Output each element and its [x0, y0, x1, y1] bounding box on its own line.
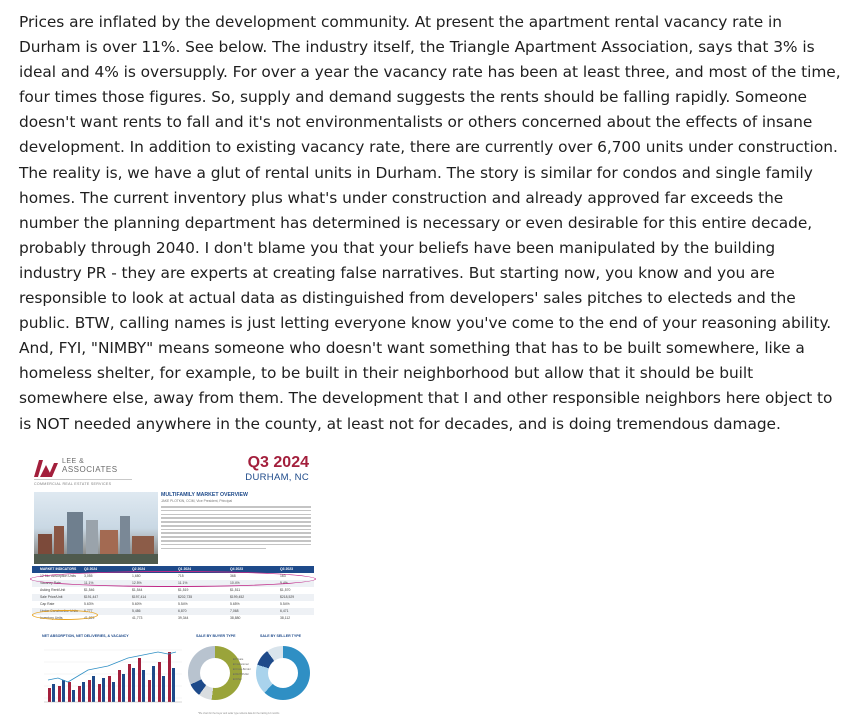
vacancy-line	[48, 652, 176, 682]
report-city: DURHAM, NC	[245, 472, 309, 483]
logo-line1: LEE &	[62, 458, 85, 465]
skyline-photo	[34, 492, 158, 564]
report-quarter: Q3 2024	[247, 454, 309, 471]
logo-subtitle: COMMERCIAL REAL ESTATE SERVICES	[34, 482, 112, 486]
seller-type-donut	[256, 646, 310, 700]
lee-associates-logo	[34, 458, 134, 492]
table-header: MARKET INDICATORS Q3 2024 Q2 2024 Q1 2024 Q4 2023 Q3 2023	[32, 566, 314, 573]
comment-text: Prices are inflated by the development community. At present the apartment rental vacancy rate in Durham is over 11%. See below. The industry itself, the Triangle Apartment Association, says that 3% is ideal and 4% is oversupply. For over a year the vacancy rate has been at least three, and most of the time, four times those figures. So, supply and demand suggests the rents should be falling rapidly. Someone doesn't want rents to fall and it's not environmentalists or others concerned about the effects of insane development. In addition to existing vacancy rate, there are currently over 6,700 units under construction. The reality is, we have a glut of rental units in Durham. The story is similar for condos and single family homes. The current inventory plus what's under construction and already approved far exceeds the number the planning department has determined is necessary or even desirable for this entire decade, probably through 2040. I don't blame you that your beliefs have been manipulated by the building industry PR - they are experts at creating false narratives. But starting now, you know and you are responsible to look at actual data as distinguished from developers' sales pitches to electeds and the public. BTW, calling names is just letting everyone know you've come to the end of your reasoning ability. And, FYI, "NIMBY" means someone who doesn't want something that has to be built somewhere, like a homeless shelter, for example, to be built in their neighborhood but allow that it should be built somewhere else, away from them. The development that I and other responsible neighbors here object to is NOT needed anywhere in the county, at least not for decades, and is doing tremendous damage.	[19, 13, 841, 433]
buyer-legend: ■ Private ■ Institutional ■ Cross-Border ■ REIT/Public ■ Other	[233, 658, 251, 681]
lee-logo-icon	[34, 460, 58, 477]
table-row: Asking Rent/Unit $1,546 $1,544 $1,519 $1,511 $1,570	[40, 588, 291, 592]
table-row: Vacancy Rate 11.1% 12.5% 11.1% 10.4% 9.4%	[32, 580, 314, 587]
table-row: Cap Rate 5.63% 5.60% 5.54% 5.65% 5.54%	[40, 602, 290, 606]
table-row: Inventory Units 41,829 41,773 39,344 38,880 38,112	[40, 616, 291, 620]
overview-body-lines	[161, 506, 311, 551]
table-row: 12 Mo. Absorption Units 3,055 1,680 715 368 163	[40, 574, 286, 578]
under-construction-highlight	[32, 610, 98, 620]
overview-title: MULTIFAMILY MARKET OVERVIEW	[161, 492, 248, 498]
logo-divider	[34, 479, 132, 480]
market-report-image	[28, 448, 321, 719]
chart3-title: SALE BY SELLER TYPE	[260, 634, 302, 638]
table-row: Sale Price/Unit $191,447 $197,414 $202,735 $199,452 $218,529	[32, 594, 314, 601]
report-footnote: *Pie chart for the buyer and seller type reflects data for the trailing 12 months	[198, 712, 280, 715]
logo-line2: ASSOCIATES	[62, 465, 118, 474]
vacancy-rate-highlight	[30, 571, 316, 587]
chart1-title: NET ABSORPTION, NET DELIVERIES, & VACANCY	[42, 634, 129, 638]
chart-bars	[48, 652, 175, 702]
absorption-bar-chart	[34, 640, 184, 714]
overview-author: JAKE PLOTKIN, CCIM, Vice President, Principal	[161, 499, 233, 503]
table-row: Under Construction Units 6,777 5,486 6,870 7,068 6,471	[32, 608, 314, 615]
chart2-title: SALE BY BUYER TYPE	[196, 634, 236, 638]
